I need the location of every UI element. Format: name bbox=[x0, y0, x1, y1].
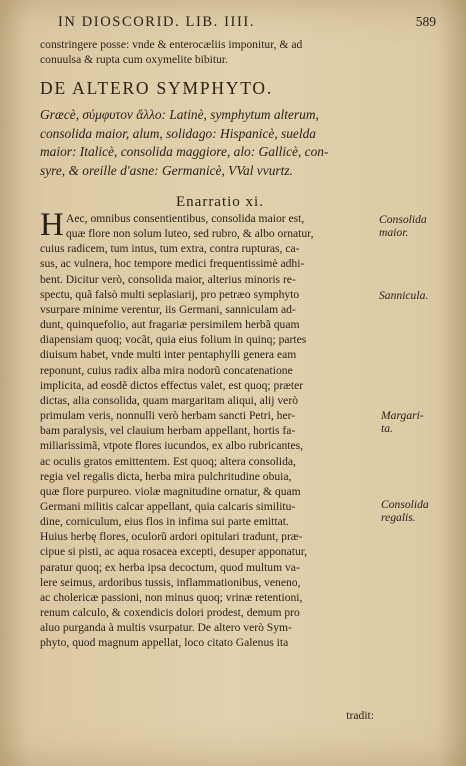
text-line: ac cholericæ passioni, non minus quoq; vrinæ retentioni, bbox=[40, 590, 303, 604]
marginal-note-consolida-regalis bbox=[381, 498, 429, 524]
text-line: diuisum habet, vnde multi inter pentaphylli genera eam bbox=[40, 348, 297, 362]
intro-paragraph bbox=[40, 37, 370, 67]
text-line: sus, ac vulnera, hoc tempore medici frequentissimè adhi- bbox=[40, 257, 305, 271]
text-line: dine, corniculum, eius flos in infima sui parte emittat. bbox=[40, 515, 289, 529]
text-line: consolida maior, alum, solidago: Hispanicè, suelda bbox=[40, 125, 316, 141]
text-line: quæ flore non solum luteo, sed rubro, & albo ornatur, bbox=[66, 227, 314, 241]
text-line: lere seimus, ardoribus tussis, inflammationibus, veneno, bbox=[40, 575, 301, 589]
marginal-line: Sannicula. bbox=[379, 289, 429, 302]
text-line: Aec, omnibus consentientibus, consolida maior est, bbox=[66, 212, 305, 225]
text-line: Germani militis calcar appellant, quia calcaris similitu- bbox=[40, 499, 296, 513]
text-line: syre, & oreille d'asne: Germanicè, VVal vvurtz. bbox=[40, 162, 293, 178]
marginal-line: Consolida bbox=[381, 498, 429, 511]
marginal-note-margarita bbox=[381, 409, 424, 435]
section-title: DE ALTERO SYMPHYTO. bbox=[40, 78, 274, 98]
text-line: Græcè, σύμφυτον ἄλλο: Latinè, symphytum alterum, bbox=[40, 107, 319, 122]
text-line: bent. Dicitur verò, consolida maior, alterius minoris re- bbox=[40, 272, 296, 286]
text-line: dunt, quinquefolio, aut fragariæ persimilem herbã quam bbox=[40, 318, 300, 332]
text-line: dictas, alia consolida, quam margaritam aliqui, alij verò bbox=[40, 393, 298, 407]
text-line: miliarissimã, vtpote flores iucundos, ex albo rubricantes, bbox=[40, 439, 304, 453]
marginal-line: Consolida bbox=[379, 213, 427, 226]
text-line: vsurpare minime verentur, iis Germani, sanniculam ad- bbox=[40, 302, 296, 316]
text-line: diapensiam quoq; vocãt, quia eius folium in quinq; partes bbox=[40, 333, 307, 347]
text-line: primulam veris, nonnulli verò herbam sancti Petri, her- bbox=[40, 409, 296, 423]
text-line: implicita, ad eosdẽ dictos effectus valet, est quoq; præter bbox=[40, 378, 304, 392]
marginal-line: ta. bbox=[381, 422, 393, 435]
text-line: spectu, quã falsò multi seplasiarij, pro petræo symphyto bbox=[40, 287, 300, 301]
text-line: renum calculo, & coxendicis dolori prodest, demum pro bbox=[40, 606, 300, 620]
text-line: cuius radicem, tum intus, tum extra, contra rupturas, ca- bbox=[40, 242, 300, 256]
marginal-line: Margari- bbox=[381, 409, 424, 422]
text-line: Huius herbę flores, oculorũ ardori opitulari tradunt, præ- bbox=[40, 530, 303, 544]
marginal-line: regalis. bbox=[381, 511, 416, 524]
marginal-line: maior. bbox=[379, 226, 409, 239]
text-line: bam paralysis, vel clauium herbam appellant, hortis fa- bbox=[40, 424, 296, 438]
synonyms-block bbox=[40, 106, 380, 180]
text-line: ac oculis gratos emittentem. Est quoq; altera consolida, bbox=[40, 454, 296, 468]
text-line: reponunt, cuius radix alba mira nodorũ concatenatione bbox=[40, 363, 293, 377]
text-line: maior: Italicè, consolida maggiore, alo: Gallicè, con- bbox=[40, 144, 329, 160]
text-line: aluo purganda à multis vsurpatur. De altero verò Sym- bbox=[40, 621, 292, 635]
text-line: paratur quoq; ex herba ipsa decoctum, quod multum va- bbox=[40, 560, 300, 574]
commentary-paragraph bbox=[40, 207, 370, 651]
enarratio-heading: Enarratio xi. bbox=[176, 194, 264, 210]
marginal-note-consolida-maior bbox=[379, 213, 427, 239]
text-line: quæ flore purpureo. violæ magnitudine ornatur, & quam bbox=[40, 484, 301, 498]
text-line: regia vel regalis dicta, herba mira pulchritudine obuia, bbox=[40, 469, 292, 483]
marginal-note-sannicula bbox=[379, 289, 428, 302]
catchword: tradit: bbox=[346, 709, 374, 722]
text-line: cipue si pisti, ac aqua rosacea excepti, desuper apponatur, bbox=[40, 545, 308, 559]
text-line: phyto, quod magnum appellat, loco citato Galenus ita bbox=[40, 636, 289, 650]
running-header: IN DIOSCORID. LIB. IIII. bbox=[58, 14, 256, 30]
text-line: constringere posse: vnde & enterocæliis imponitur, & ad bbox=[40, 38, 303, 51]
text-line: conuulsa & rupta cum oxymelite bibitur. bbox=[40, 53, 229, 67]
page-number: 589 bbox=[415, 14, 436, 29]
drop-capital: H bbox=[40, 207, 64, 243]
